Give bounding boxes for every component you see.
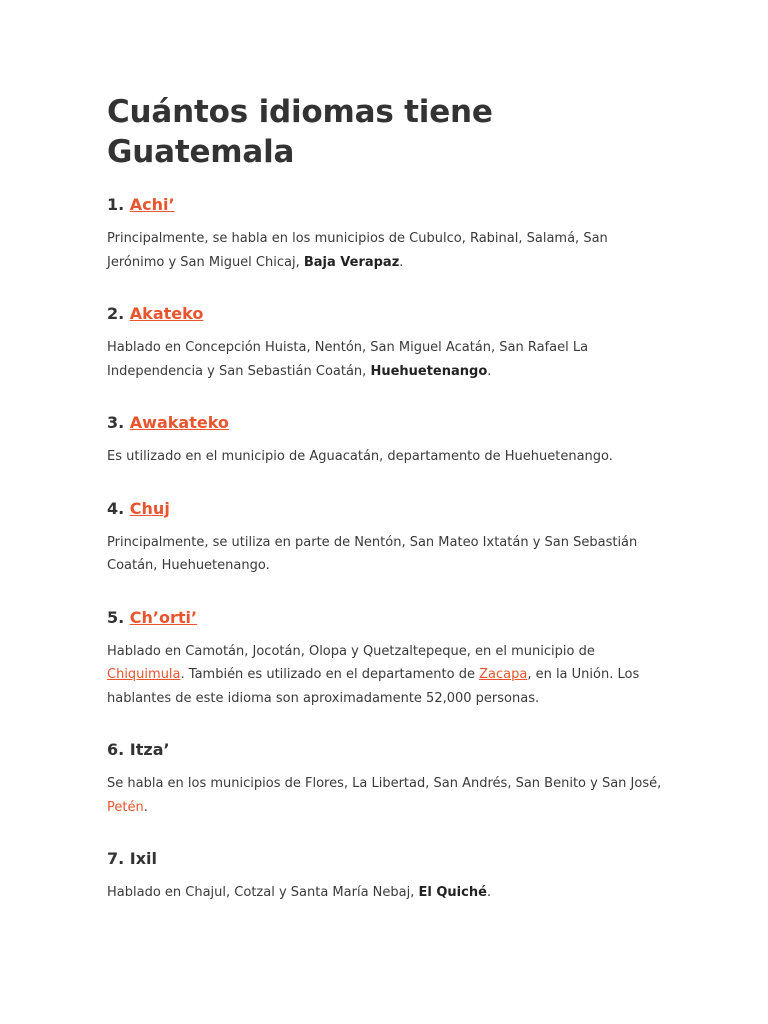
period: . xyxy=(143,799,148,815)
language-section-chuj xyxy=(107,498,667,578)
section-heading xyxy=(107,194,667,216)
department-name: Huehuetenango xyxy=(370,363,488,379)
section-heading xyxy=(107,607,667,629)
section-heading xyxy=(107,412,667,434)
link-peten[interactable]: Petén xyxy=(107,799,144,815)
language-link-awakateko[interactable]: Awakateko xyxy=(129,413,229,432)
language-link-achi[interactable]: Achi’ xyxy=(129,195,175,214)
section-body: Principalmente, se utiliza en parte de Nentón, San Mateo Ixtatán y San Sebastián Coatán, Huehuetenango. xyxy=(107,534,638,573)
item-number: 5. xyxy=(107,607,125,627)
section-heading xyxy=(107,303,667,325)
language-section-itza xyxy=(107,739,667,819)
language-link-chorti[interactable]: Ch’orti’ xyxy=(129,607,198,627)
item-number: 1. xyxy=(107,195,125,214)
language-link-chuj[interactable]: Chuj xyxy=(129,498,170,518)
section-body xyxy=(107,336,667,383)
section-body: Es utilizado en el municipio de Aguacatán, departamento de Huehuetenango. xyxy=(107,449,613,464)
body-text: Principalmente, se habla en los municipios de Cubulco, Rabinal, Salamá, San Jerónimo y San Miguel Chicaj, xyxy=(107,231,608,270)
section-body xyxy=(107,881,667,905)
period: . xyxy=(487,363,492,379)
body-text: , en la Unión. Los hablantes de este idioma son aproximadamente 52,000 personas. xyxy=(107,667,640,706)
item-number: 3. xyxy=(107,413,125,432)
body-text: Hablado en Concepción Huista, Nentón, San Miguel Acatán, San Rafael La Independencia y San Sebastián Coatán, xyxy=(107,340,589,379)
section-heading: 6. Itza’ xyxy=(107,740,170,759)
link-zacapa[interactable]: Zacapa xyxy=(479,667,528,682)
section-body xyxy=(107,772,667,819)
body-text: Hablado en Chajul, Cotzal y Santa María Nebaj, xyxy=(107,885,419,900)
department-name: Baja Verapaz xyxy=(303,254,400,270)
language-section-chorti xyxy=(107,607,667,711)
body-text: . También es utilizado en el departamento de xyxy=(180,667,480,682)
article xyxy=(107,92,667,934)
link-chiquimula[interactable]: Chiquimula xyxy=(107,667,181,682)
language-section-awakateko xyxy=(107,412,667,469)
body-text: Hablado en Camotán, Jocotán, Olopa y Quetzaltepeque, en el municipio de xyxy=(107,643,595,659)
department-name: El Quiché xyxy=(418,885,487,900)
language-section-akateko xyxy=(107,303,667,383)
section-body xyxy=(107,227,667,274)
period: . xyxy=(486,885,492,900)
language-link-akateko[interactable]: Akateko xyxy=(129,304,204,323)
section-heading: 7. Ixil xyxy=(107,849,158,868)
period: . xyxy=(399,254,404,270)
item-number: 2. xyxy=(107,304,125,323)
section-heading xyxy=(107,498,667,520)
body-text: Se habla en los municipios de Flores, La Libertad, San Andrés, San Benito y San José, xyxy=(107,776,662,791)
language-section-ixil xyxy=(107,848,667,905)
language-section-achi xyxy=(107,194,667,274)
item-number: 4. xyxy=(107,498,125,518)
page-title: Cuántos idiomas tiene Guatemala xyxy=(107,94,493,170)
section-body xyxy=(107,640,667,711)
